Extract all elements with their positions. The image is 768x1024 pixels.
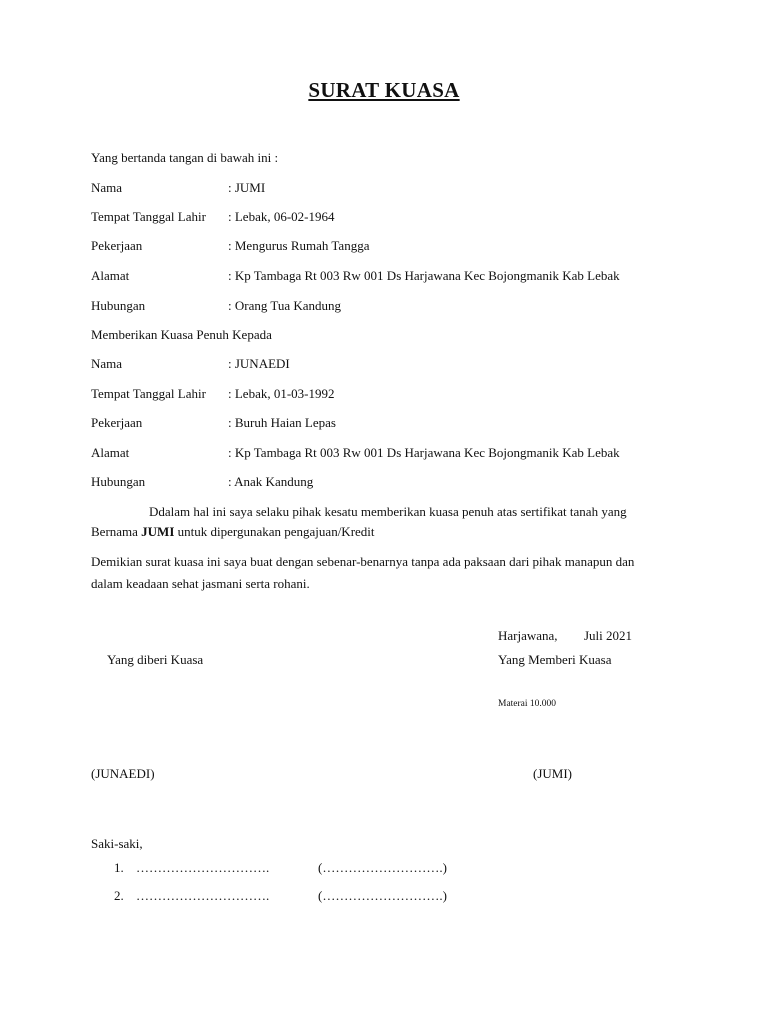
- signing-date: Juli 2021: [584, 628, 633, 643]
- body-text: Ddalam hal ini saya selaku pihak kesatu memberikan kuasa penuh atas sertifikat tanah yang: [149, 504, 627, 519]
- field-label: Hubungan: [91, 474, 146, 489]
- field-label: Tempat Tanggal Lahir: [91, 386, 206, 401]
- giver-name: (JUMI): [533, 766, 572, 781]
- body-paragraph-1-line-2: [91, 524, 375, 540]
- signing-place: Harjawana,: [498, 628, 558, 643]
- witness-name-line: ………………………….: [136, 860, 270, 875]
- grantor-occupation-row: [91, 238, 369, 254]
- stamp-duty-note: Materai 10.000: [498, 699, 557, 709]
- grantor-address-row: [91, 268, 620, 284]
- field-label: Alamat: [91, 268, 130, 283]
- field-value: : Kp Tambaga Rt 003 Rw 001 Ds Harjawana Kec Bojongmanik Kab Lebak: [228, 445, 620, 460]
- field-label: Alamat: [91, 445, 130, 460]
- body-text: untuk dipergunakan pengajuan/Kredit: [174, 524, 375, 539]
- field-label: Hubungan: [91, 298, 146, 313]
- field-value: : Lebak, 01-03-1992: [228, 386, 335, 401]
- grant-heading: Memberikan Kuasa Penuh Kepada: [91, 327, 272, 342]
- body-paragraph-1-line-1: [91, 504, 627, 520]
- grantee-occupation-row: [91, 415, 336, 431]
- grantee-name-row: [91, 356, 290, 372]
- giver-label: Yang Memberi Kuasa: [498, 652, 612, 667]
- field-value: : Mengurus Rumah Tangga: [228, 238, 370, 253]
- field-label: Nama: [91, 356, 123, 371]
- field-value: : Kp Tambaga Rt 003 Rw 001 Ds Harjawana Kec Bojongmanik Kab Lebak: [228, 268, 620, 283]
- grantor-name-row: [91, 180, 265, 196]
- receiver-name: (JUNAEDI): [91, 766, 155, 781]
- field-value: : Buruh Haian Lepas: [228, 415, 336, 430]
- field-value: : JUMI: [228, 180, 266, 195]
- field-value: : Anak Kandung: [228, 474, 314, 489]
- field-label: Pekerjaan: [91, 415, 143, 430]
- body-paragraph-2-line-1: Demikian surat kuasa ini saya buat dengan sebenar-benarnya tanpa ada paksaan dari pihak manapun dan: [91, 554, 635, 569]
- grantor-relation-row: [91, 298, 341, 314]
- body-text: Bernama: [91, 524, 142, 539]
- intro-text: Yang bertanda tangan di bawah ini :: [91, 150, 279, 165]
- field-label: Nama: [91, 180, 123, 195]
- field-value: : Lebak, 06-02-1964: [228, 209, 335, 224]
- bold-name: JUMI: [141, 524, 175, 539]
- grantee-birth-row: [91, 386, 335, 402]
- field-value: : JUNAEDI: [228, 356, 290, 371]
- document-title: SURAT KUASA: [308, 78, 460, 102]
- witness-number: 2.: [114, 888, 124, 903]
- field-label: Tempat Tanggal Lahir: [91, 209, 206, 224]
- body-paragraph-2-line-2: dalam keadaan sehat jasmani serta rohani.: [91, 576, 310, 591]
- receiver-label: Yang diberi Kuasa: [107, 652, 204, 667]
- witness-number: 1.: [114, 860, 124, 875]
- grantee-address-row: [91, 445, 620, 461]
- grantor-birth-row: [91, 209, 335, 225]
- field-value: : Orang Tua Kandung: [228, 298, 342, 313]
- grantee-relation-row: [91, 474, 313, 490]
- witness-signature-line: (……………………….): [318, 888, 447, 903]
- witness-name-line: ………………………….: [136, 888, 270, 903]
- witness-heading: Saki-saki,: [91, 836, 143, 851]
- witness-signature-line: (……………………….): [318, 860, 447, 875]
- field-label: Pekerjaan: [91, 238, 143, 253]
